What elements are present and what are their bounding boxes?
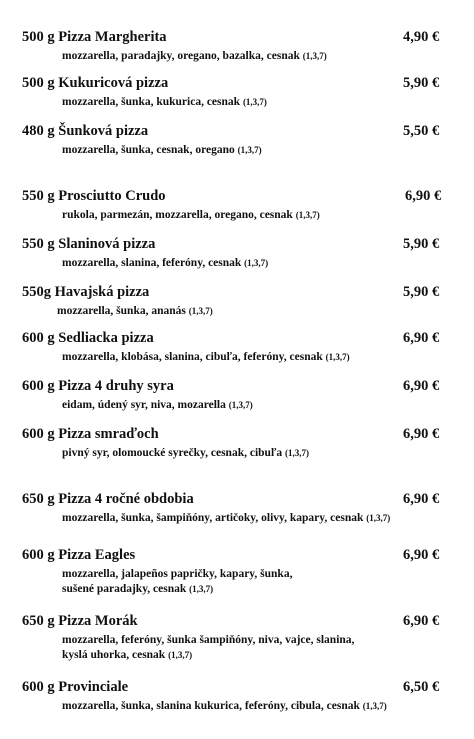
item-title: 650 g Pizza Morák — [22, 613, 138, 629]
item-price: 6,90 € — [403, 547, 440, 563]
item-price: 5,50 € — [403, 123, 440, 139]
allergen-codes: (1,3,7) — [325, 352, 350, 362]
item-title: 650 g Pizza 4 ročné obdobia — [22, 491, 194, 507]
item-title: 600 g Sedliacka pizza — [22, 330, 154, 346]
item-price: 5,90 € — [403, 236, 440, 252]
allergen-codes: (1,3,7) — [188, 306, 213, 316]
item-title: 600 g Provinciale — [22, 679, 129, 695]
item-ingredients: mozzarella, paradajky, oregano, bazalka, cesnak (1,3,7) — [62, 50, 327, 62]
item-title: 600 g Pizza smraďoch — [22, 426, 159, 442]
item-ingredients: sušené paradajky, cesnak (1,3,7) — [62, 583, 214, 595]
item-title: 550 g Slaninová pizza — [22, 236, 156, 252]
allergen-codes: (1,3,7) — [366, 513, 391, 523]
item-title: 550g Havajská pizza — [22, 284, 150, 300]
item-price: 5,90 € — [403, 284, 440, 300]
item-title: 550 g Prosciutto Crudo — [22, 188, 166, 204]
item-ingredients: mozzarella, feferóny, šunka šampiňóny, niva, vajce, slanina, — [62, 634, 355, 646]
item-ingredients: rukola, parmezán, mozzarella, oregano, cesnak (1,3,7) — [62, 209, 320, 221]
allergen-codes: (1,3,7) — [362, 701, 387, 711]
item-price: 5,90 € — [403, 75, 440, 91]
item-price: 6,90 € — [403, 491, 440, 507]
item-ingredients: mozzarella, šunka, ananás (1,3,7) — [57, 305, 213, 317]
allergen-codes: (1,3,7) — [244, 258, 269, 268]
item-ingredients: mozzarella, slanina, feferóny, cesnak (1,3,7) — [62, 257, 269, 269]
item-price: 6,90 € — [403, 426, 440, 442]
item-ingredients: mozzarella, šunka, cesnak, oregano (1,3,7) — [62, 144, 262, 156]
allergen-codes: (1,3,7) — [228, 400, 253, 410]
item-ingredients: eidam, údený syr, niva, mozarella (1,3,7) — [62, 399, 253, 411]
item-ingredients: mozzarella, šunka, slanina kukurica, feferóny, cibula, cesnak (1,3,7) — [62, 700, 387, 712]
item-ingredients: kyslá uhorka, cesnak (1,3,7) — [62, 649, 193, 661]
item-title: 480 g Šunková pizza — [22, 123, 149, 139]
allergen-codes: (1,3,7) — [284, 448, 309, 458]
item-title: 500 g Kukuricová pizza — [22, 75, 169, 91]
item-ingredients: mozzarella, jalapeños papričky, kapary, šunka, — [62, 568, 293, 580]
item-price: 4,90 € — [403, 29, 440, 45]
allergen-codes: (1,3,7) — [242, 97, 267, 107]
item-title: 600 g Pizza Eagles — [22, 547, 136, 563]
item-price: 6,90 € — [403, 613, 440, 629]
allergen-codes: (1,3,7) — [302, 51, 327, 61]
item-price: 6,90 € — [403, 330, 440, 346]
allergen-codes: (1,3,7) — [295, 210, 320, 220]
item-price: 6,90 € — [405, 188, 442, 204]
allergen-codes: (1,3,7) — [237, 145, 262, 155]
allergen-codes: (1,3,7) — [168, 650, 193, 660]
item-title: 500 g Pizza Margherita — [22, 29, 167, 45]
item-price: 6,50 € — [403, 679, 440, 695]
item-price: 6,90 € — [403, 378, 440, 394]
item-title: 600 g Pizza 4 druhy syra — [22, 378, 174, 394]
allergen-codes: (1,3,7) — [189, 584, 214, 594]
item-ingredients: mozzarella, šunka, kukurica, cesnak (1,3,7) — [62, 96, 267, 108]
item-ingredients: pivný syr, olomoucké syrečky, cesnak, cibuľa (1,3,7) — [62, 447, 309, 459]
item-ingredients: mozzarella, klobása, slanina, cibuľa, feferóny, cesnak (1,3,7) — [62, 351, 350, 363]
item-ingredients: mozzarella, šunka, šampiňóny, artičoky, olivy, kapary, cesnak (1,3,7) — [62, 512, 391, 524]
